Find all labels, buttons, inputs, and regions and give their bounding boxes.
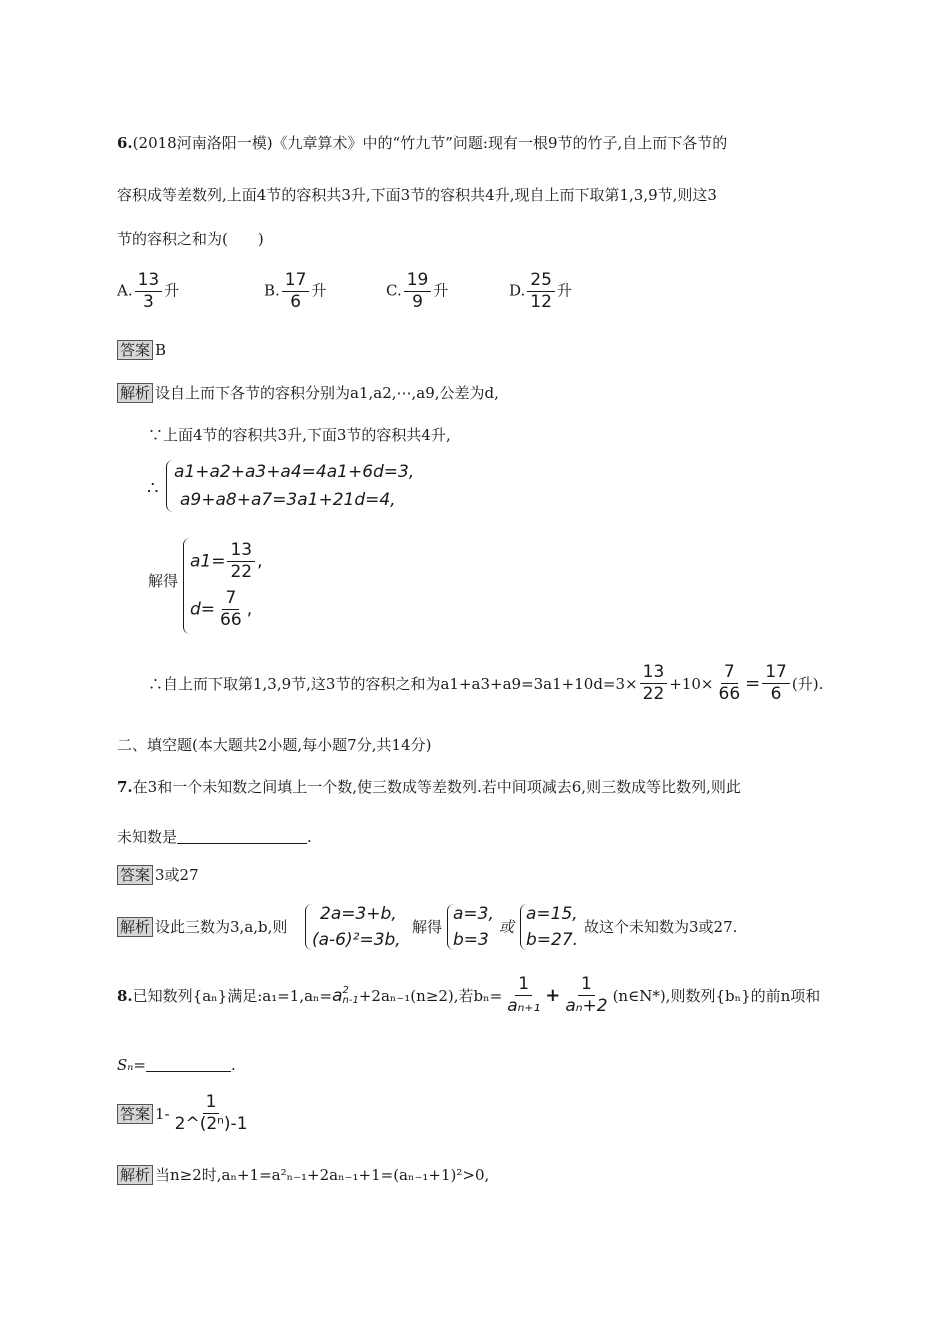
q8-line2 (117, 1056, 236, 1074)
final-tail: (升). (791, 675, 824, 693)
q6-text-2: 容积成等差数列,上面4节的容积共3升,下面3节的容积共4升,现自上而下取第1,3,9节,则这3 (117, 186, 717, 204)
analysis-tag: 解析 (117, 1165, 153, 1185)
solution-numerator: 13 (227, 542, 255, 562)
final-denominator: 22 (642, 684, 665, 704)
answer-tag: 答案 (117, 1104, 153, 1124)
option-numerator: 19 (404, 272, 432, 292)
q8-plus: + (545, 985, 561, 1006)
q6-final (148, 664, 823, 703)
q7-line2 (117, 826, 312, 847)
q6-option-a[interactable] (117, 272, 179, 311)
q6-line1 (117, 132, 727, 153)
option-unit: 升 (556, 281, 572, 300)
q8-numerator: 1 (515, 976, 532, 996)
q7-line1 (117, 776, 741, 797)
answer-prefix: 1- (155, 1104, 170, 1123)
answer-tag: 答案 (117, 340, 153, 360)
option-unit: 升 (311, 281, 327, 300)
option-label: D. (509, 281, 526, 300)
q7-conclusion: 故这个未知数为3或27. (584, 918, 738, 936)
final-numerator: 17 (762, 664, 790, 684)
analysis-text: 设自上而下各节的容积分别为a1,a2,⋯,a9,公差为d, (155, 384, 499, 402)
left-brace (183, 538, 190, 634)
q7-or: 或 (499, 918, 515, 936)
q8-numerator: 1 (578, 976, 595, 996)
q8-denominator: aₙ₊₁ (507, 996, 541, 1016)
option-denominator: 3 (143, 292, 154, 312)
q7-answer (117, 864, 199, 885)
answer-value: B (155, 341, 167, 359)
option-unit: 升 (433, 281, 449, 300)
analysis-tag: 解析 (117, 383, 153, 403)
q8-denominator: aₙ+2 (565, 996, 608, 1016)
q8-line-end: . (230, 1056, 236, 1074)
option-denominator: 9 (412, 292, 423, 312)
answer-denominator: 2^(2ⁿ)-1 (174, 1114, 248, 1134)
q8-analysis (117, 1164, 489, 1185)
option-label: B. (264, 281, 280, 300)
answer-tag: 答案 (117, 865, 153, 885)
answer-blank[interactable] (146, 1071, 231, 1072)
q7-analysis (117, 916, 287, 937)
q6-option-b[interactable] (264, 272, 326, 311)
solution-lhs: d= (190, 599, 216, 620)
q6-analysis-2: ∵上面4节的容积共3升,下面3节的容积共4升, (148, 426, 451, 444)
final-denominator: 66 (718, 684, 741, 704)
solution-lhs: a1= (190, 551, 226, 572)
final-text: ∴自上而下取第1,3,9节,这3节的容积之和为a1+a3+a9=3a1+10d=3× (148, 675, 638, 693)
option-numerator: 17 (282, 272, 310, 292)
q7-solution-1b: b=3 (453, 930, 489, 950)
analysis-text: 设此三数为3,a,b,则 (155, 918, 288, 936)
equation-1: a1+a2+a3+a4=4a1+6d=3, (174, 462, 415, 482)
option-label: A. (117, 281, 133, 300)
q7-system-2: (a-6)²=3b, (312, 930, 401, 950)
q6-number: 6. (117, 134, 133, 152)
q6-answer (117, 340, 166, 360)
analysis-text: 当n≥2时,aₙ+1=a²ₙ₋₁+2aₙ₋₁+1=(aₙ₋₁+1)²>0, (155, 1166, 490, 1184)
solution-a1: a1= $\frac{13}{22}$ , (190, 540, 263, 582)
q7-text-2: 未知数是 (117, 828, 178, 846)
option-label: C. (386, 281, 402, 300)
option-denominator: 6 (290, 292, 302, 312)
therefore-symbol: ∴ (147, 478, 159, 499)
q8-answer (117, 1094, 253, 1133)
q8-number: 8. (117, 986, 133, 1005)
q8-sn-label: Sₙ= (117, 1056, 146, 1074)
q8-text-1: 已知数列{aₙ}满足:a₁=1,aₙ= (132, 987, 333, 1005)
q7-solution-1a: a=3, (453, 904, 494, 924)
q7-solve-label: 解得 (412, 918, 443, 936)
solution-d: d= $\frac{7}{66}$ , (190, 588, 253, 630)
final-equals: = (745, 673, 761, 694)
solve-label: 解得 (148, 572, 179, 590)
answer-blank[interactable] (177, 843, 307, 844)
final-denominator: 6 (770, 684, 782, 704)
solution-denominator: 22 (230, 562, 253, 582)
final-mid: +10× (669, 674, 714, 693)
analysis-tag: 解析 (117, 917, 153, 937)
q8-text-3: (n∈N*),则数列{bₙ}的前n项和 (612, 987, 821, 1005)
answer-value: 3或27 (155, 866, 199, 884)
q7-line-end: . (307, 828, 312, 846)
q7-text-1: 在3和一个未知数之间填上一个数,使三数成等差数列.若中间项减去6,则三数成等比数列,则此 (132, 778, 741, 796)
option-denominator: 12 (530, 292, 552, 312)
q7-number: 7. (117, 778, 133, 796)
q6-text-1: (2018河南洛阳一模)《九章算术》中的“竹九节”问题:现有一根9节的竹子,自上而下各节的 (132, 134, 728, 152)
q6-option-d[interactable] (509, 272, 572, 311)
q7-system-1: 2a=3+b, (320, 904, 397, 924)
left-brace (166, 460, 173, 512)
option-numerator: 25 (527, 272, 555, 292)
q8-text-2: +2aₙ₋₁(n≥2),若bₙ= (358, 987, 503, 1005)
q7-solution-2a: a=15, (526, 904, 578, 924)
final-numerator: 13 (640, 664, 668, 684)
a-squared-term: a 2 n-1 (332, 984, 359, 1006)
section-heading: 二、填空题(本大题共2小题,每小题7分,共14分) (117, 736, 432, 754)
option-unit: 升 (164, 281, 180, 300)
q6-option-c[interactable] (386, 272, 448, 311)
left-brace (305, 904, 312, 950)
equation-2: a9+a8+a7=3a1+21d=4, (180, 490, 396, 510)
q8-line1 (117, 976, 820, 1015)
solution-numerator: 7 (222, 590, 239, 610)
final-numerator: 7 (721, 664, 738, 684)
q7-solution-2b: b=27. (526, 930, 579, 950)
q6-analysis-1 (117, 382, 499, 403)
answer-numerator: 1 (203, 1094, 220, 1114)
q6-text-3: 节的容积之和为( ) (117, 230, 264, 248)
solution-denominator: 66 (220, 610, 242, 630)
option-numerator: 13 (135, 272, 163, 292)
